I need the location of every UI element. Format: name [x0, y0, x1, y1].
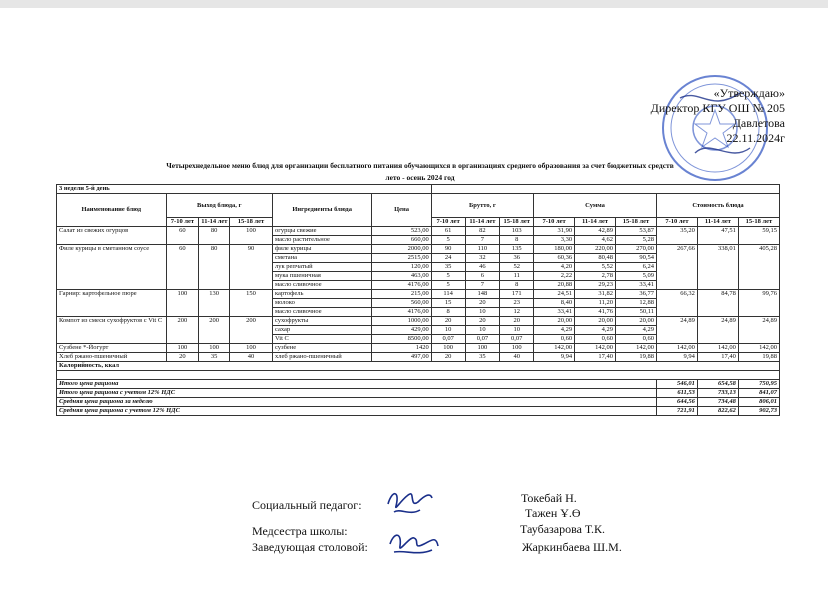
ingredient-price: 429,00 — [372, 326, 431, 335]
ingredient-name: филе курицы — [273, 245, 372, 254]
total-value: 654,58 — [697, 380, 738, 389]
total-value: 721,91 — [656, 407, 697, 416]
sum-value: 0,60 — [575, 335, 616, 344]
dish-yield: 100 — [166, 290, 199, 317]
brutto-value: 20 — [431, 317, 465, 326]
brutto-value: 32 — [465, 254, 500, 263]
ingredient-price: 497,00 — [372, 353, 431, 362]
total-label: Средняя цена рациона за неделю — [57, 398, 657, 407]
brutto-value: 20 — [465, 317, 500, 326]
sum-value: 36,77 — [616, 290, 657, 299]
sum-value: 4,29 — [534, 326, 575, 335]
dish-cost: 405,28 — [738, 245, 779, 290]
brutto-value: 20 — [465, 299, 500, 308]
brutto-value: 20 — [431, 353, 465, 362]
spacer-row — [57, 371, 780, 380]
header-yield: Выход блюда, г — [166, 194, 272, 218]
sum-value: 20,00 — [534, 317, 575, 326]
week-day-label: 3 недели 5-й день — [57, 185, 432, 194]
header-price: Цена — [372, 194, 431, 227]
total-row — [57, 389, 780, 398]
ingredient-price: 8500,00 — [372, 335, 431, 344]
brutto-value: 8 — [431, 308, 465, 317]
sum-value: 142,00 — [575, 344, 616, 353]
header-ingredients: Ингредиенты блюда — [273, 194, 372, 227]
ingredient-name: хлеб ржано-пшеничный — [273, 353, 372, 362]
total-row — [57, 380, 780, 389]
ingredient-name: сухофрукты — [273, 317, 372, 326]
brutto-value: 10 — [431, 326, 465, 335]
sum-value: 20,00 — [575, 317, 616, 326]
sum-value: 90,54 — [616, 254, 657, 263]
age-header: 15-18 лет — [230, 218, 273, 227]
dish-yield: 100 — [230, 344, 273, 353]
dish-cost: 24,89 — [656, 317, 697, 344]
dish-cost: 47,51 — [697, 227, 738, 245]
sum-value: 142,00 — [616, 344, 657, 353]
sum-value: 4,29 — [616, 326, 657, 335]
brutto-value: 5 — [431, 236, 465, 245]
ingredient-price: 660,00 — [372, 236, 431, 245]
brutto-value: 12 — [500, 308, 534, 317]
ingredient-price: 1000,00 — [372, 317, 431, 326]
dish-name: Хлеб ржано-пшеничный — [57, 353, 167, 362]
total-value: 750,95 — [738, 380, 779, 389]
dish-cost: 142,00 — [697, 344, 738, 353]
sum-value: 4,62 — [575, 236, 616, 245]
table-row — [57, 245, 780, 254]
total-label: Средняя цена рациона с учетом 12% НДС — [57, 407, 657, 416]
sum-value: 6,24 — [616, 263, 657, 272]
dish-yield: 80 — [199, 227, 230, 245]
calories-row — [57, 362, 780, 371]
dish-yield: 130 — [199, 290, 230, 317]
sum-value: 180,00 — [534, 245, 575, 254]
table-row — [57, 317, 780, 326]
brutto-value: 114 — [431, 290, 465, 299]
dish-cost: 17,40 — [697, 353, 738, 362]
sum-value: 142,00 — [534, 344, 575, 353]
sum-value: 2,78 — [575, 272, 616, 281]
nurse-name: Таубазарова Т.К. — [520, 522, 606, 536]
canteen-head-label: Заведующая столовой: — [252, 540, 368, 554]
header-sum: Сумма — [534, 194, 657, 218]
brutto-value: 7 — [465, 236, 500, 245]
brutto-value: 0,07 — [465, 335, 500, 344]
sum-value: 11,20 — [575, 299, 616, 308]
dish-cost: 9,94 — [656, 353, 697, 362]
ingredient-price: 463,00 — [372, 272, 431, 281]
brutto-value: 35 — [431, 263, 465, 272]
title-line: Четырехнедельное меню блюд для организации бесплатного питания обучающихся в организациях среднего образования за счет бюджетных средств — [166, 161, 674, 170]
ingredient-price: 120,00 — [372, 263, 431, 272]
dish-yield: 80 — [199, 245, 230, 290]
sum-value: 50,11 — [616, 308, 657, 317]
sum-value: 220,00 — [575, 245, 616, 254]
ingredient-name: мука пшеничная — [273, 272, 372, 281]
total-value: 902,73 — [738, 407, 779, 416]
sum-value: 0,60 — [534, 335, 575, 344]
age-header: 15-18 лет — [616, 218, 657, 227]
approval-date: 22.11.2024г — [726, 131, 785, 145]
ingredient-name: сметана — [273, 254, 372, 263]
brutto-value: 5 — [431, 272, 465, 281]
ingredient-name: молоко — [273, 299, 372, 308]
age-header: 11-14 лет — [199, 218, 230, 227]
total-row — [57, 407, 780, 416]
brutto-value: 40 — [500, 353, 534, 362]
brutto-value: 23 — [500, 299, 534, 308]
brutto-value: 82 — [465, 227, 500, 236]
sum-value: 0,60 — [616, 335, 657, 344]
sum-value: 4,29 — [575, 326, 616, 335]
total-value: 822,62 — [697, 407, 738, 416]
ingredient-price: 560,00 — [372, 299, 431, 308]
dish-yield: 100 — [166, 344, 199, 353]
age-header: 15-18 лет — [738, 218, 779, 227]
top-border — [0, 0, 828, 8]
brutto-value: 36 — [500, 254, 534, 263]
document-title — [60, 160, 780, 184]
brutto-value: 0,07 — [500, 335, 534, 344]
age-header: 15-18 лет — [500, 218, 534, 227]
title-season: лето - осень 2024 год — [385, 173, 455, 182]
dish-cost: 267,66 — [656, 245, 697, 290]
sum-value: 53,87 — [616, 227, 657, 236]
dish-cost: 66,32 — [656, 290, 697, 317]
ingredient-price: 4176,00 — [372, 308, 431, 317]
ingredient-name: лук репчатый — [273, 263, 372, 272]
brutto-value: 35 — [465, 353, 500, 362]
menu-table — [56, 184, 780, 416]
brutto-value: 100 — [431, 344, 465, 353]
dish-yield: 90 — [230, 245, 273, 290]
ingredient-name: картофель — [273, 290, 372, 299]
brutto-value: 148 — [465, 290, 500, 299]
ingredient-name: сузбене — [273, 344, 372, 353]
brutto-value: 20 — [500, 317, 534, 326]
approval-name: Давлетова — [732, 116, 785, 130]
table-row — [57, 344, 780, 353]
total-value: 733,13 — [697, 389, 738, 398]
dish-name: Компот из смеси сухофруктов с Vit C — [57, 317, 167, 344]
approval-heading: «Утверждаю» — [713, 86, 785, 100]
header-brutto: Брутто, г — [431, 194, 533, 218]
canteen-head-name: Жаркинбаева Ш.М. — [522, 540, 622, 554]
sum-value: 19,88 — [616, 353, 657, 362]
sum-value: 17,40 — [575, 353, 616, 362]
social-pedagogue-label: Социальный педагог: — [252, 498, 362, 512]
sum-value: 4,20 — [534, 263, 575, 272]
sum-value: 33,41 — [616, 281, 657, 290]
sum-value: 24,51 — [534, 290, 575, 299]
dish-yield: 150 — [230, 290, 273, 317]
dish-yield: 40 — [230, 353, 273, 362]
sum-value: 20,00 — [616, 317, 657, 326]
brutto-value: 103 — [500, 227, 534, 236]
brutto-value: 15 — [431, 299, 465, 308]
table-row — [57, 353, 780, 362]
brutto-value: 0,07 — [431, 335, 465, 344]
brutto-value: 5 — [431, 281, 465, 290]
brutto-value: 10 — [465, 326, 500, 335]
brutto-value: 46 — [465, 263, 500, 272]
dish-yield: 60 — [166, 227, 199, 245]
sum-value: 60,36 — [534, 254, 575, 263]
brutto-value: 52 — [500, 263, 534, 272]
ingredient-price: 2515,00 — [372, 254, 431, 263]
total-label: Итого цена рациона — [57, 380, 657, 389]
approval-block — [650, 86, 785, 146]
dish-cost: 142,00 — [656, 344, 697, 353]
sum-value: 31,90 — [534, 227, 575, 236]
sum-value: 270,00 — [616, 245, 657, 254]
dish-name: Сузбене *-Йогурт — [57, 344, 167, 353]
dish-cost: 142,00 — [738, 344, 779, 353]
table-row — [57, 290, 780, 299]
dish-yield: 100 — [199, 344, 230, 353]
age-header: 11-14 лет — [697, 218, 738, 227]
dish-yield: 200 — [166, 317, 199, 344]
age-header: 7-10 лет — [431, 218, 465, 227]
brutto-value: 6 — [465, 272, 500, 281]
sum-value: 5,28 — [616, 236, 657, 245]
menu-body — [57, 227, 780, 416]
brutto-value: 11 — [500, 272, 534, 281]
signature-scribble-icon — [384, 526, 444, 560]
total-row — [57, 398, 780, 407]
ingredient-price: 2000,00 — [372, 245, 431, 254]
table-row — [57, 227, 780, 236]
ingredient-price: 4176,00 — [372, 281, 431, 290]
sum-value: 29,23 — [575, 281, 616, 290]
brutto-value: 135 — [500, 245, 534, 254]
total-value: 611,53 — [656, 389, 697, 398]
dish-yield: 35 — [199, 353, 230, 362]
header-dish: Наименование блюд — [57, 194, 167, 227]
brutto-value: 90 — [431, 245, 465, 254]
sum-value: 12,88 — [616, 299, 657, 308]
dish-name: Салат из свежих огурцов — [57, 227, 167, 245]
age-header: 7-10 лет — [166, 218, 199, 227]
ingredient-name: Vit C — [273, 335, 372, 344]
dish-name: Филе курицы в сметанном соусе — [57, 245, 167, 290]
signature-scribble-icon — [380, 482, 440, 522]
brutto-value: 24 — [431, 254, 465, 263]
age-header: 11-14 лет — [465, 218, 500, 227]
sum-value: 20,88 — [534, 281, 575, 290]
total-label: Итого цена рациона с учетом 12% НДС — [57, 389, 657, 398]
brutto-value: 8 — [500, 236, 534, 245]
dish-yield: 100 — [230, 227, 273, 245]
dish-cost: 99,76 — [738, 290, 779, 317]
sum-value: 42,89 — [575, 227, 616, 236]
sum-value: 2,22 — [534, 272, 575, 281]
dish-cost: 84,78 — [697, 290, 738, 317]
ingredient-name: огурцы свежие — [273, 227, 372, 236]
brutto-value: 110 — [465, 245, 500, 254]
sum-value: 8,40 — [534, 299, 575, 308]
dish-yield: 200 — [230, 317, 273, 344]
ingredient-price: 215,00 — [372, 290, 431, 299]
age-header: 7-10 лет — [534, 218, 575, 227]
ingredient-name: масло сливочное — [273, 308, 372, 317]
dish-yield: 200 — [199, 317, 230, 344]
dish-yield: 20 — [166, 353, 199, 362]
total-value: 734,48 — [697, 398, 738, 407]
brutto-value: 7 — [465, 281, 500, 290]
sum-value: 41,76 — [575, 308, 616, 317]
total-value: 644,56 — [656, 398, 697, 407]
dish-cost: 338,01 — [697, 245, 738, 290]
ingredient-name: масло сливочное — [273, 281, 372, 290]
dish-cost: 19,88 — [738, 353, 779, 362]
brutto-value: 171 — [500, 290, 534, 299]
social-pedagogue-name: Токебай Н. — [521, 491, 577, 505]
sum-value: 5,52 — [575, 263, 616, 272]
age-header: 7-10 лет — [656, 218, 697, 227]
age-header: 11-14 лет — [575, 218, 616, 227]
ingredient-price: 1420 — [372, 344, 431, 353]
sum-value: 9,94 — [534, 353, 575, 362]
ingredient-price: 523,00 — [372, 227, 431, 236]
sum-value: 80,48 — [575, 254, 616, 263]
header-cost: Стоимость блюда — [656, 194, 779, 218]
total-value: 546,01 — [656, 380, 697, 389]
dish-yield: 60 — [166, 245, 199, 290]
approval-position: Директор КГУ ОШ № 205 — [650, 101, 785, 115]
brutto-value: 10 — [465, 308, 500, 317]
brutto-value: 100 — [500, 344, 534, 353]
sum-value: 33,41 — [534, 308, 575, 317]
brutto-value: 8 — [500, 281, 534, 290]
sum-value: 5,09 — [616, 272, 657, 281]
brutto-value: 10 — [500, 326, 534, 335]
brutto-value: 100 — [465, 344, 500, 353]
sum-value: 3,30 — [534, 236, 575, 245]
calories-label: Калорийность, ккал — [57, 362, 780, 371]
nurse-label: Медсестра школы: — [252, 524, 348, 538]
dish-name: Гарнир: картофельное пюре — [57, 290, 167, 317]
ingredient-name: сахар — [273, 326, 372, 335]
ingredient-name: масло растительное — [273, 236, 372, 245]
sum-value: 31,82 — [575, 290, 616, 299]
brutto-value: 61 — [431, 227, 465, 236]
dish-cost: 24,89 — [697, 317, 738, 344]
total-value: 806,01 — [738, 398, 779, 407]
dish-cost: 24,89 — [738, 317, 779, 344]
dish-cost: 59,15 — [738, 227, 779, 245]
dish-cost: 35,20 — [656, 227, 697, 245]
social-pedagogue-name: Тажен Ұ.Ө — [525, 506, 581, 520]
total-value: 841,07 — [738, 389, 779, 398]
